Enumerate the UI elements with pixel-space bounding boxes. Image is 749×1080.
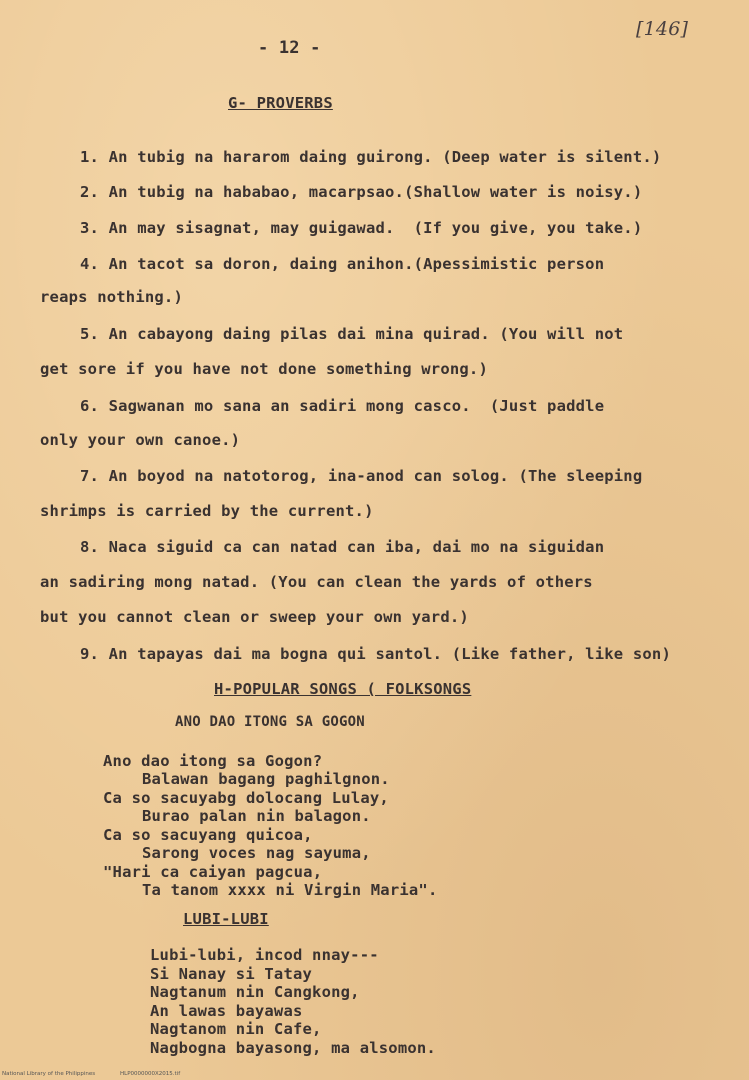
proverbs-heading: G- PROVERBS xyxy=(228,94,333,112)
song-line: Ta tanom xxxx ni Virgin Maria". xyxy=(142,881,438,899)
proverb-line: 4. An tacot sa doron, daing anihon.(Apessimistic person xyxy=(80,255,605,273)
song-line: Nagbogna bayasong, ma alsomon. xyxy=(150,1039,436,1057)
proverb-line: reaps nothing.) xyxy=(40,288,183,306)
song-line: Lubi-lubi, incod nnay--- xyxy=(150,946,379,964)
proverb-line: only your own canoe.) xyxy=(40,431,241,449)
song-line: An lawas bayawas xyxy=(150,1002,303,1020)
proverb-line: 7. An boyod na natotorog, ina-anod can solog. (The sleeping xyxy=(80,467,643,485)
song-line: Si Nanay si Tatay xyxy=(150,965,313,983)
proverb-line: but you cannot clean or sweep your own yard.) xyxy=(40,608,469,626)
proverb-line: get sore if you have not done something wrong.) xyxy=(40,360,488,378)
proverb-line: 2. An tubig na hababao, macarpsao.(Shallow water is noisy.) xyxy=(80,183,643,201)
proverb-line: 5. An cabayong daing pilas dai mina quirad. (You will not xyxy=(80,325,624,343)
archive-page-note: [146] xyxy=(636,18,689,40)
song-line: Ca so sacuyabg dolocang Lulay, xyxy=(103,789,389,807)
footer-file: HLP0000000X2015.tif xyxy=(120,1071,181,1077)
footer-source: National Library of the Philippines xyxy=(2,1071,96,1077)
song-line: Balawan bagang paghilgnon. xyxy=(142,770,390,788)
songs-heading: H-POPULAR SONGS ( FOLKSONGS xyxy=(214,680,472,698)
page-number: - 12 - xyxy=(258,38,321,58)
proverb-line: 9. An tapayas dai ma bogna qui santol. (Like father, like son) xyxy=(80,645,671,663)
proverb-line: shrimps is carried by the current.) xyxy=(40,502,374,520)
song-line: Burao palan nin balagon. xyxy=(142,807,371,825)
proverb-line: 1. An tubig na hararom daing guirong. (Deep water is silent.) xyxy=(80,148,662,166)
song-line: Nagtanum nin Cangkong, xyxy=(150,983,360,1001)
song-line: Nagtanom nin Cafe, xyxy=(150,1020,322,1038)
proverb-line: 6. Sagwanan mo sana an sadiri mong casco. (Just paddle xyxy=(80,397,605,415)
song-line: Sarong voces nag sayuma, xyxy=(142,844,371,862)
song-title: ANO DAO ITONG SA GOGON xyxy=(175,714,365,730)
proverb-line: an sadiring mong natad. (You can clean the yards of others xyxy=(40,573,593,591)
proverb-line: 8. Naca siguid ca can natad can iba, dai mo na siguidan xyxy=(80,538,605,556)
song-line: Ano dao itong sa Gogon? xyxy=(103,752,323,770)
song-title: LUBI-LUBI xyxy=(183,910,269,928)
song-line: "Hari ca caiyan pagcua, xyxy=(103,863,323,881)
song-line: Ca so sacuyang quicoa, xyxy=(103,826,313,844)
proverb-line: 3. An may sisagnat, may guigawad. (If you give, you take.) xyxy=(80,219,643,237)
